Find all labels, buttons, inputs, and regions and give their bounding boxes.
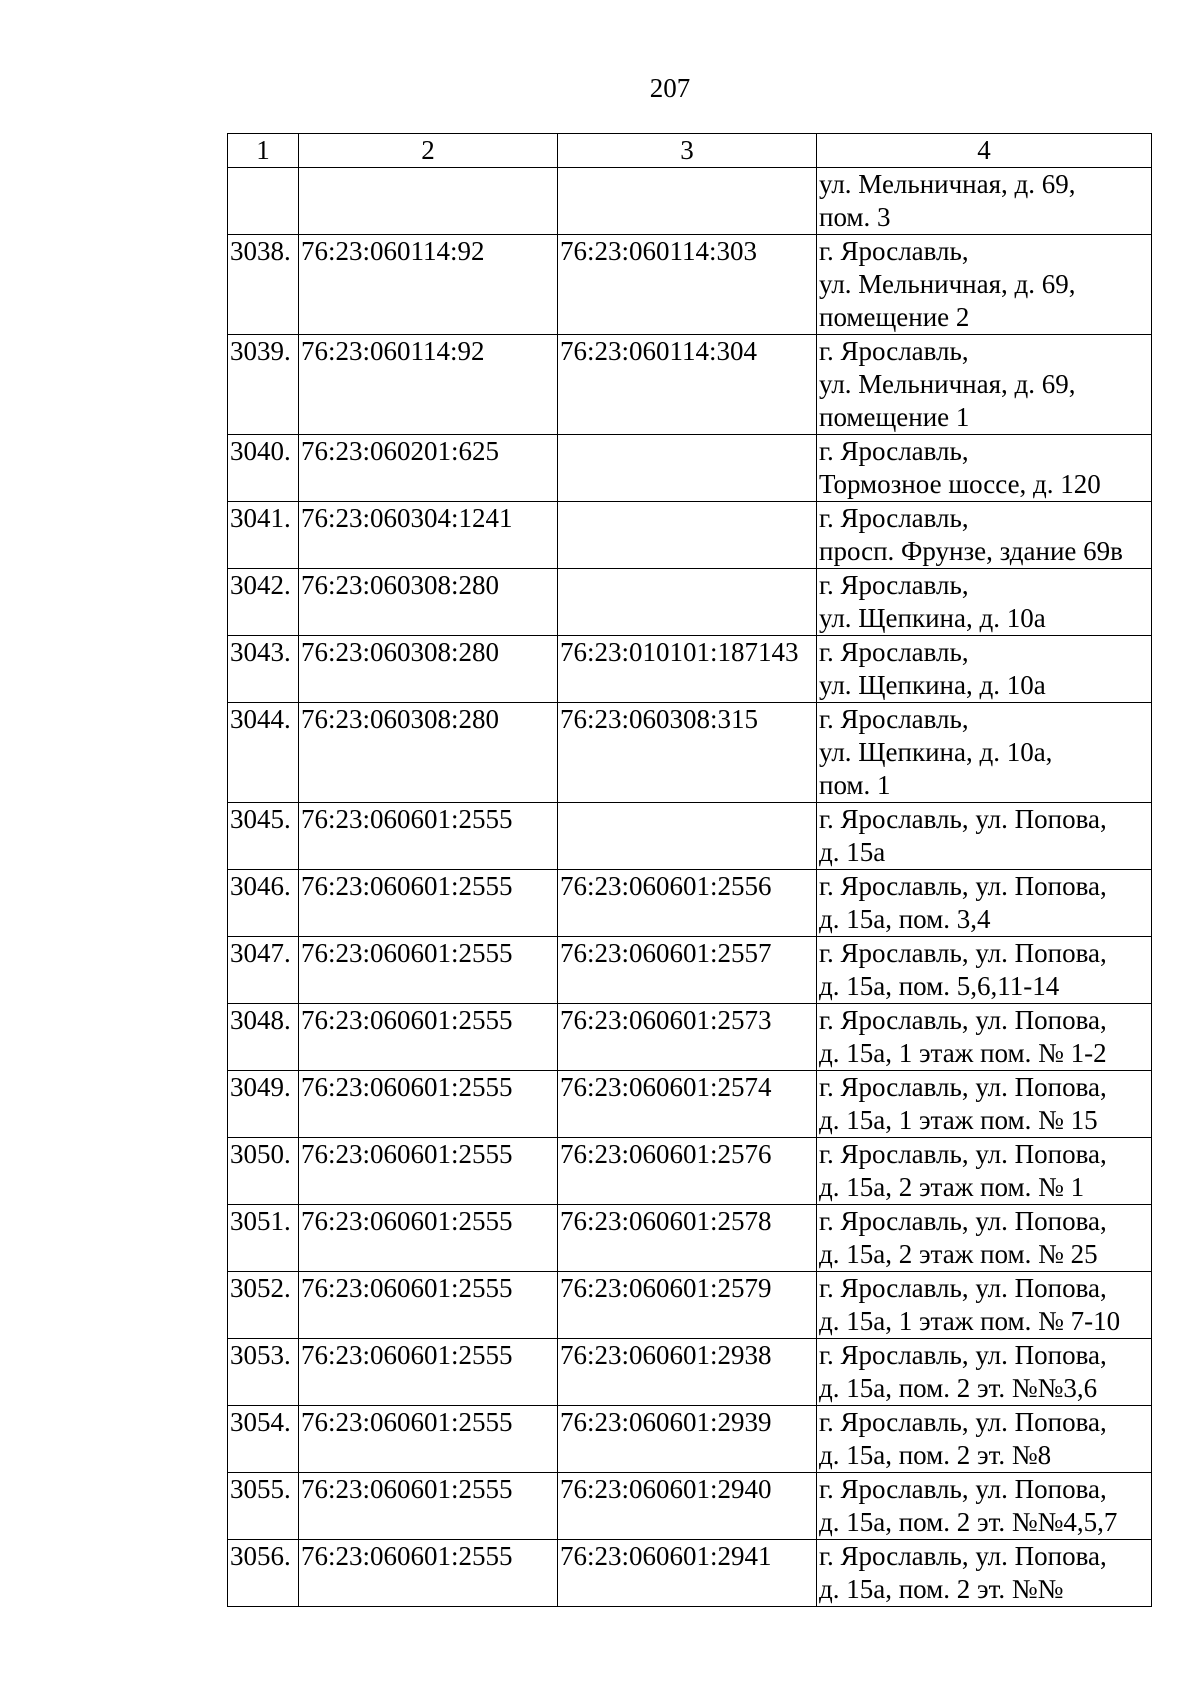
address-cell [817, 435, 1152, 502]
address-line: Тормозное шоссе, д. 120 [819, 469, 1101, 499]
object-cadastral-number-cell: 76:23:060601:2578 [558, 1205, 817, 1272]
row-number-cell: 3056. [228, 1540, 299, 1607]
page-number: 207 [649, 73, 691, 103]
address-line: г. Ярославль, ул. Попова, [819, 1005, 1107, 1035]
row-number-cell: 3038. [228, 235, 299, 335]
address-line: д. 15а [819, 837, 886, 867]
address-line: д. 15а, пом. 2 эт. №№3,6 [819, 1373, 1098, 1403]
address-cell [817, 502, 1152, 569]
row-number-cell: 3042. [228, 569, 299, 636]
address-line: г. Ярославль, ул. Попова, [819, 938, 1107, 968]
address-line: ул. Щепкина, д. 10а [819, 670, 1046, 700]
table-row [228, 1406, 1152, 1473]
object-cadastral-number-cell [558, 435, 817, 502]
address-line: д. 15а, пом. 5,6,11-14 [819, 971, 1060, 1001]
object-cadastral-number-cell: 76:23:060601:2938 [558, 1339, 817, 1406]
object-cadastral-number-cell [558, 569, 817, 636]
address-line: д. 15а, 2 этаж пом. № 1 [819, 1172, 1085, 1202]
land-parcel-cadastral-number-cell: 76:23:060601:2555 [299, 1205, 558, 1272]
address-line: ул. Щепкина, д. 10а [819, 603, 1046, 633]
address-line: г. Ярославль, ул. Попова, [819, 1072, 1107, 1102]
address-line: г. Ярославль, [819, 236, 969, 266]
row-number-cell: 3049. [228, 1071, 299, 1138]
address-cell [817, 1071, 1152, 1138]
address-line: д. 15а, 1 этаж пом. № 15 [819, 1105, 1098, 1135]
row-number-cell: 3041. [228, 502, 299, 569]
address-line: д. 15а, пом. 2 эт. №№4,5,7 [819, 1507, 1118, 1537]
land-parcel-cadastral-number-cell: 76:23:060114:92 [299, 335, 558, 435]
object-cadastral-number-cell: 76:23:060308:315 [558, 703, 817, 803]
address-line: просп. Фрунзе, здание 69в [819, 536, 1123, 566]
address-line: ул. Мельничная, д. 69, [819, 169, 1076, 199]
row-number-cell [228, 168, 299, 235]
address-cell [817, 1138, 1152, 1205]
object-cadastral-number-cell: 76:23:060114:304 [558, 335, 817, 435]
table-row [228, 636, 1152, 703]
address-line: г. Ярославль, ул. Попова, [819, 804, 1107, 834]
table-row [228, 1205, 1152, 1272]
land-parcel-cadastral-number-cell: 76:23:060601:2555 [299, 1004, 558, 1071]
object-cadastral-number-cell: 76:23:060601:2573 [558, 1004, 817, 1071]
address-cell [817, 1406, 1152, 1473]
row-number-cell: 3048. [228, 1004, 299, 1071]
address-cell [817, 1540, 1152, 1607]
table-row [228, 937, 1152, 1004]
row-number-cell: 3055. [228, 1473, 299, 1540]
table-row [228, 803, 1152, 870]
object-cadastral-number-cell: 76:23:010101:187143 [558, 636, 817, 703]
land-parcel-cadastral-number-cell: 76:23:060308:280 [299, 703, 558, 803]
column-header-3: 3 [558, 134, 817, 168]
object-cadastral-number-cell: 76:23:060601:2576 [558, 1138, 817, 1205]
address-cell [817, 803, 1152, 870]
object-cadastral-number-cell: 76:23:060601:2939 [558, 1406, 817, 1473]
register-table [227, 133, 1152, 1607]
address-line: ул. Щепкина, д. 10а, [819, 737, 1053, 767]
object-cadastral-number-cell: 76:23:060601:2557 [558, 937, 817, 1004]
land-parcel-cadastral-number-cell: 76:23:060601:2555 [299, 937, 558, 1004]
address-line: г. Ярославль, [819, 436, 969, 466]
land-parcel-cadastral-number-cell: 76:23:060601:2555 [299, 1071, 558, 1138]
table-row [228, 1473, 1152, 1540]
table-row [228, 235, 1152, 335]
address-line: помещение 1 [819, 402, 970, 432]
table-row [228, 435, 1152, 502]
table-row [228, 870, 1152, 937]
table-row [228, 335, 1152, 435]
land-parcel-cadastral-number-cell: 76:23:060601:2555 [299, 1272, 558, 1339]
land-parcel-cadastral-number-cell: 76:23:060201:625 [299, 435, 558, 502]
land-parcel-cadastral-number-cell: 76:23:060601:2555 [299, 803, 558, 870]
table-row [228, 569, 1152, 636]
column-header-1: 1 [228, 134, 299, 168]
header-row [228, 134, 1152, 168]
object-cadastral-number-cell: 76:23:060601:2556 [558, 870, 817, 937]
address-line: г. Ярославль, ул. Попова, [819, 1407, 1107, 1437]
land-parcel-cadastral-number-cell: 76:23:060601:2555 [299, 1406, 558, 1473]
address-line: д. 15а, пом. 2 эт. №№ [819, 1574, 1064, 1604]
address-line: д. 15а, пом. 3,4 [819, 904, 991, 934]
table-row [228, 1540, 1152, 1607]
address-line: пом. 3 [819, 202, 891, 232]
table-row [228, 502, 1152, 569]
address-line: пом. 1 [819, 770, 891, 800]
row-number-cell: 3054. [228, 1406, 299, 1473]
address-cell [817, 168, 1152, 235]
address-cell [817, 569, 1152, 636]
row-number-cell: 3039. [228, 335, 299, 435]
table-body [228, 168, 1152, 1607]
address-cell [817, 937, 1152, 1004]
land-parcel-cadastral-number-cell: 76:23:060601:2555 [299, 870, 558, 937]
row-number-cell: 3043. [228, 636, 299, 703]
address-line: г. Ярославль, [819, 570, 969, 600]
column-header-2: 2 [299, 134, 558, 168]
table-row [228, 703, 1152, 803]
table-row [228, 1272, 1152, 1339]
column-header-4: 4 [817, 134, 1152, 168]
address-cell [817, 703, 1152, 803]
object-cadastral-number-cell: 76:23:060601:2579 [558, 1272, 817, 1339]
row-number-cell: 3047. [228, 937, 299, 1004]
row-number-cell: 3050. [228, 1138, 299, 1205]
address-line: г. Ярославль, ул. Попова, [819, 1139, 1107, 1169]
address-line: г. Ярославль, [819, 336, 969, 366]
address-line: г. Ярославль, ул. Попова, [819, 1541, 1107, 1571]
address-cell [817, 335, 1152, 435]
address-line: помещение 2 [819, 302, 970, 332]
land-parcel-cadastral-number-cell: 76:23:060308:280 [299, 569, 558, 636]
row-number-cell: 3045. [228, 803, 299, 870]
row-number-cell: 3052. [228, 1272, 299, 1339]
address-line: д. 15а, 1 этаж пом. № 7-10 [819, 1306, 1121, 1336]
land-parcel-cadastral-number-cell: 76:23:060601:2555 [299, 1473, 558, 1540]
address-line: ул. Мельничная, д. 69, [819, 369, 1076, 399]
row-number-cell: 3051. [228, 1205, 299, 1272]
object-cadastral-number-cell: 76:23:060601:2574 [558, 1071, 817, 1138]
table-row [228, 1004, 1152, 1071]
address-line: г. Ярославль, ул. Попова, [819, 1206, 1107, 1236]
address-line: г. Ярославль, ул. Попова, [819, 1340, 1107, 1370]
row-number-cell: 3040. [228, 435, 299, 502]
object-cadastral-number-cell: 76:23:060601:2941 [558, 1540, 817, 1607]
address-line: г. Ярославль, [819, 637, 969, 667]
land-parcel-cadastral-number-cell [299, 168, 558, 235]
address-line: д. 15а, 1 этаж пом. № 1-2 [819, 1038, 1107, 1068]
table-row [228, 168, 1152, 235]
address-cell [817, 636, 1152, 703]
table-row [228, 1339, 1152, 1406]
table-row [228, 1071, 1152, 1138]
land-parcel-cadastral-number-cell: 76:23:060601:2555 [299, 1339, 558, 1406]
address-cell [817, 1205, 1152, 1272]
row-number-cell: 3044. [228, 703, 299, 803]
land-parcel-cadastral-number-cell: 76:23:060304:1241 [299, 502, 558, 569]
table-row [228, 1138, 1152, 1205]
land-parcel-cadastral-number-cell: 76:23:060601:2555 [299, 1540, 558, 1607]
address-cell [817, 1272, 1152, 1339]
address-cell [817, 1339, 1152, 1406]
address-cell [817, 1473, 1152, 1540]
object-cadastral-number-cell: 76:23:060601:2940 [558, 1473, 817, 1540]
address-line: ул. Мельничная, д. 69, [819, 269, 1076, 299]
address-cell [817, 1004, 1152, 1071]
address-cell [817, 235, 1152, 335]
object-cadastral-number-cell [558, 168, 817, 235]
land-parcel-cadastral-number-cell: 76:23:060601:2555 [299, 1138, 558, 1205]
address-line: г. Ярославль, ул. Попова, [819, 1474, 1107, 1504]
address-line: г. Ярославль, [819, 503, 969, 533]
object-cadastral-number-cell: 76:23:060114:303 [558, 235, 817, 335]
address-line: д. 15а, пом. 2 эт. №8 [819, 1440, 1052, 1470]
object-cadastral-number-cell [558, 502, 817, 569]
address-line: д. 15а, 2 этаж пом. № 25 [819, 1239, 1098, 1269]
address-line: г. Ярославль, ул. Попова, [819, 871, 1107, 901]
land-parcel-cadastral-number-cell: 76:23:060114:92 [299, 235, 558, 335]
address-line: г. Ярославль, ул. Попова, [819, 1273, 1107, 1303]
row-number-cell: 3053. [228, 1339, 299, 1406]
row-number-cell: 3046. [228, 870, 299, 937]
address-cell [817, 870, 1152, 937]
object-cadastral-number-cell [558, 803, 817, 870]
address-line: г. Ярославль, [819, 704, 969, 734]
land-parcel-cadastral-number-cell: 76:23:060308:280 [299, 636, 558, 703]
